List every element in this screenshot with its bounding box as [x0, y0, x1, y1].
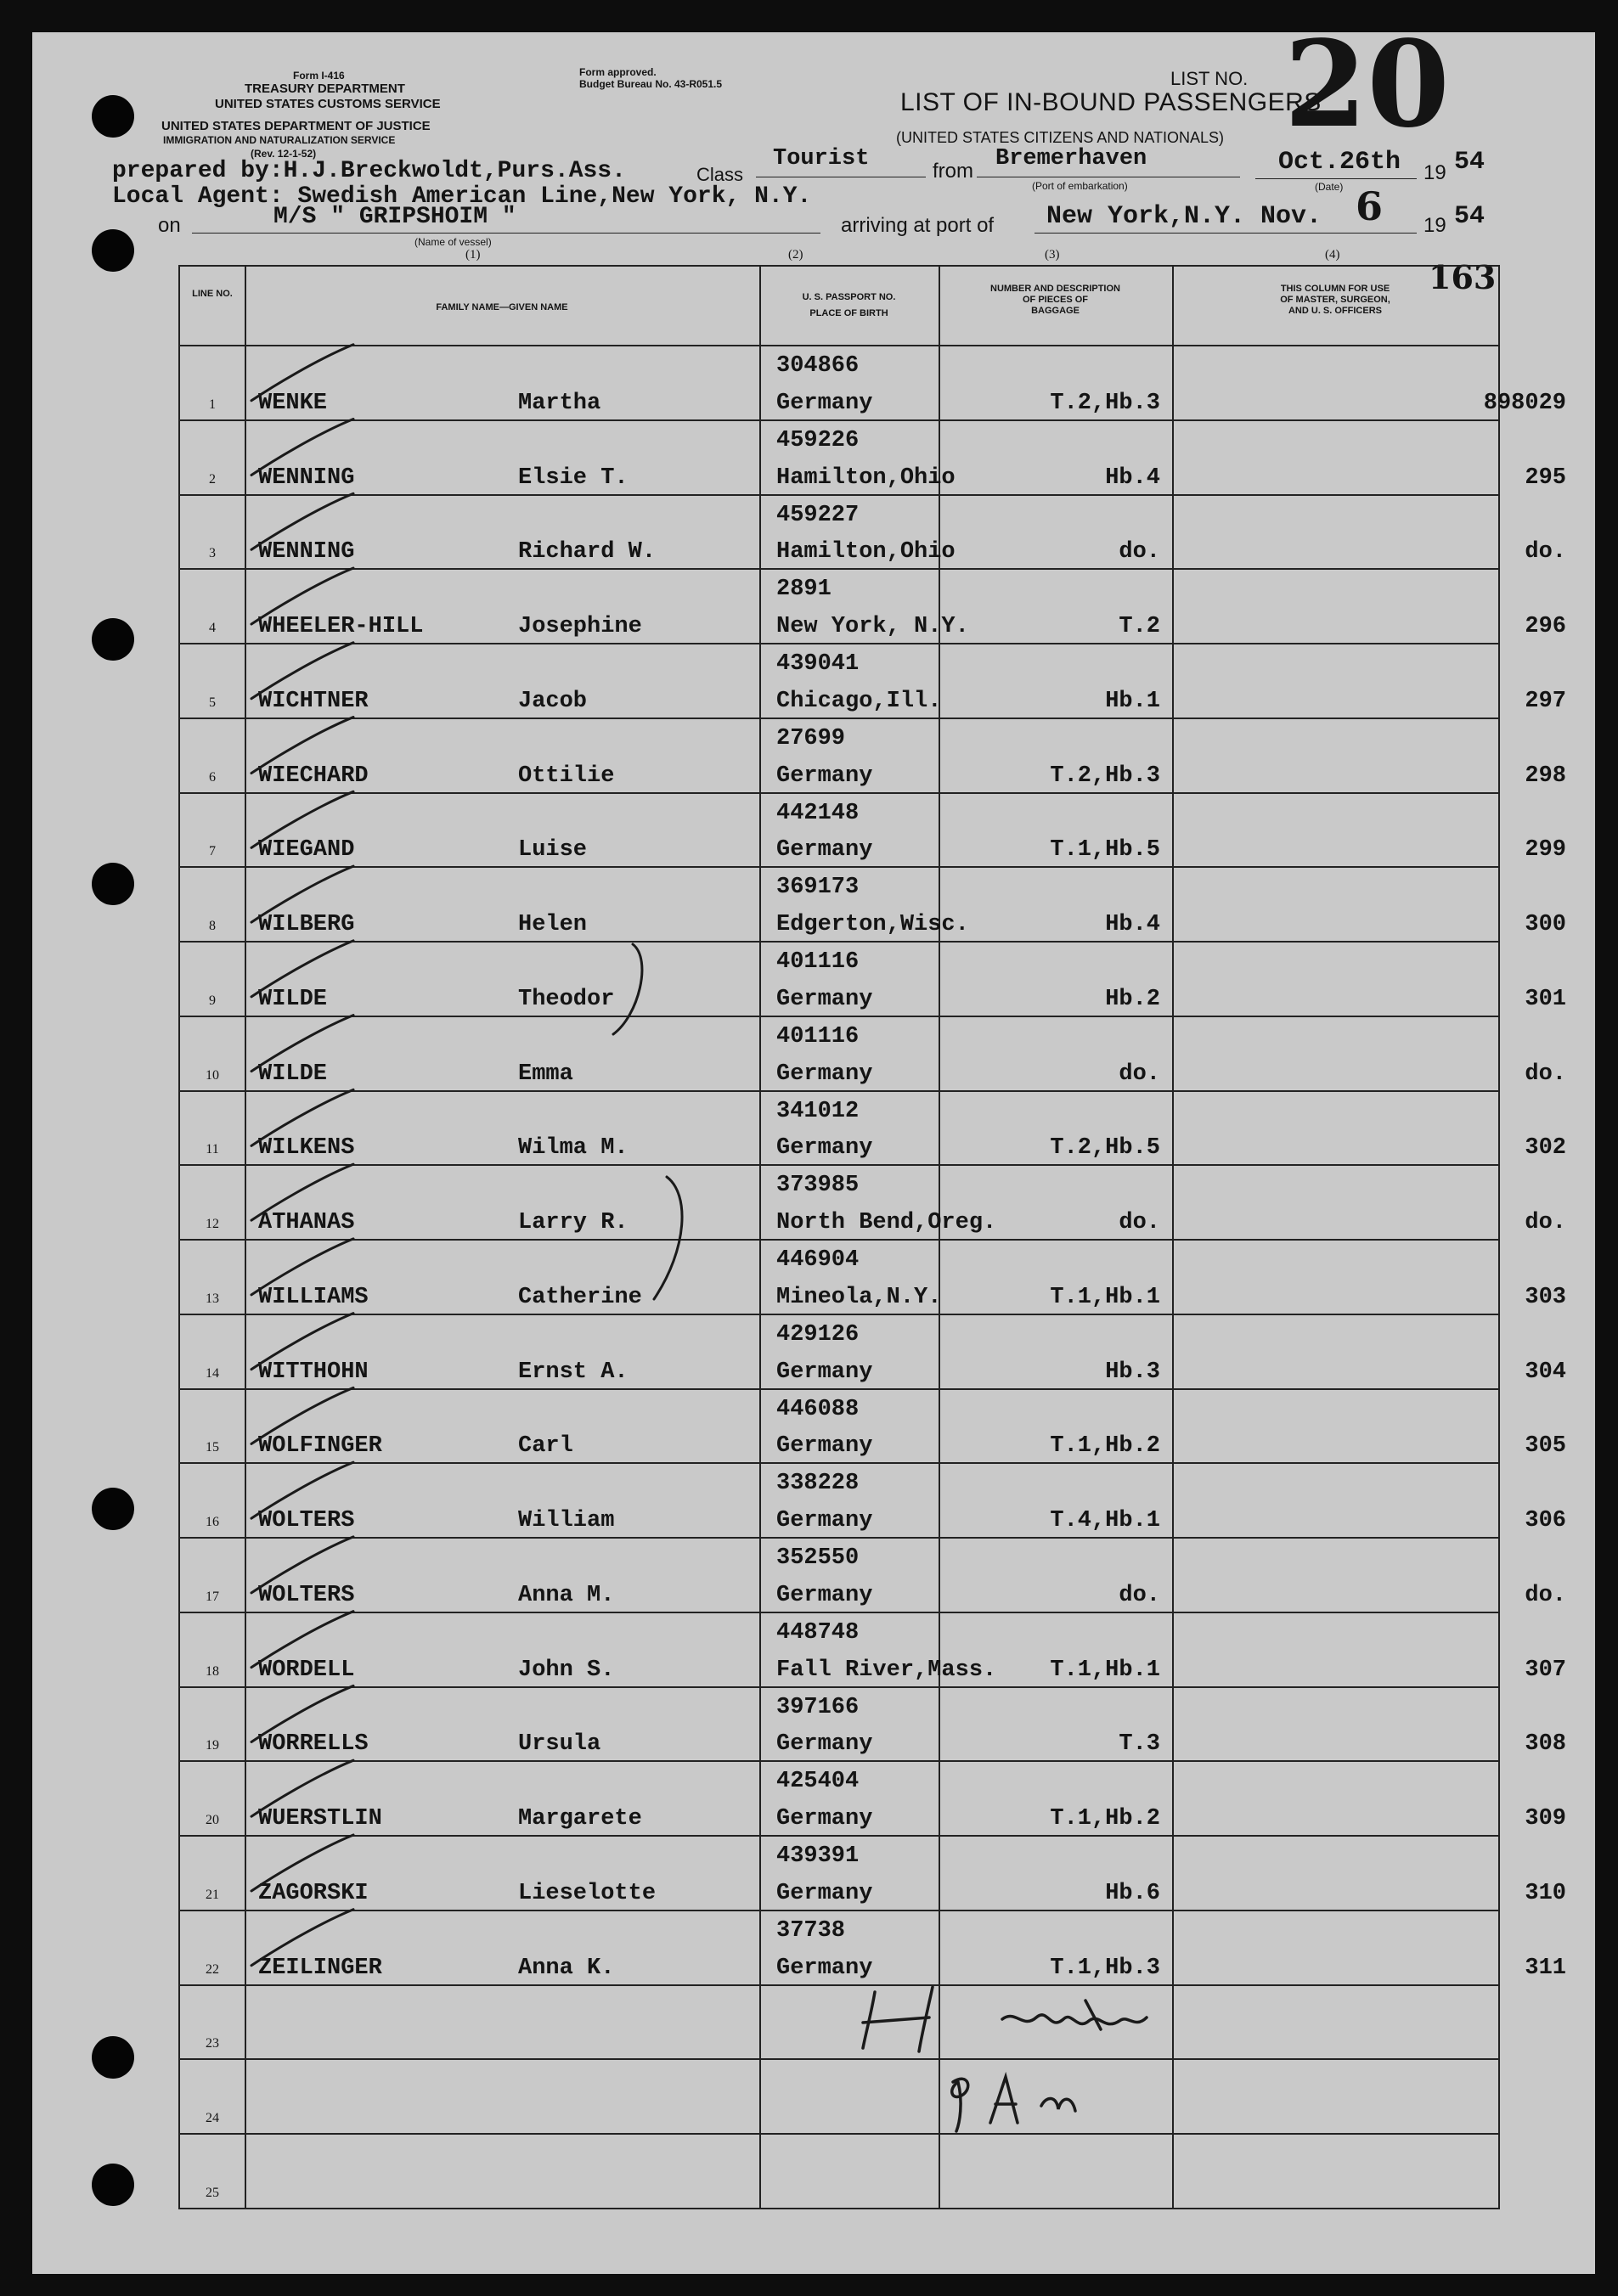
passport-number: 448748 [776, 1619, 860, 1646]
passport-number: 439041 [776, 651, 860, 678]
table-row [180, 643, 1566, 719]
place-of-birth: Edgerton,Wisc. [776, 912, 969, 938]
col-num-3: (3) [1045, 248, 1060, 262]
baggage: do. [1119, 1582, 1160, 1608]
baggage: T.1,Hb.1 [1050, 1284, 1160, 1310]
line-number: 19 [206, 1738, 219, 1753]
punch-hole [92, 2164, 134, 2206]
baggage: T.1,Hb.3 [1050, 1955, 1160, 1981]
arrival-year-prefix: 19 [1424, 214, 1446, 237]
place-of-birth: Germany [776, 1359, 873, 1385]
passport-number: 369173 [776, 875, 860, 901]
passport-number: 446088 [776, 1396, 860, 1422]
given-name: Anna K. [518, 1955, 615, 1981]
baggage: Hb.2 [1105, 986, 1160, 1012]
passport-number: 304866 [776, 353, 860, 379]
table-row [180, 1016, 1566, 1092]
baggage: Hb.3 [1105, 1359, 1160, 1385]
family-name: WILDE [258, 986, 328, 1012]
vessel-name: M/S " GRIPSHOIM " [273, 204, 516, 230]
departure-date: Oct.26th [1278, 148, 1401, 177]
family-name: WOLTERS [258, 1508, 355, 1534]
passport-number: 459226 [776, 427, 860, 453]
officer-number: 298 [1525, 763, 1566, 789]
baggage: do. [1119, 1210, 1160, 1236]
line-number: 1 [209, 397, 216, 412]
line-number: 8 [209, 919, 216, 934]
given-name: Josephine [518, 614, 642, 640]
line-number: 24 [206, 2111, 219, 2126]
port-caption: (Port of embarkation) [1032, 180, 1128, 192]
line-number: 15 [206, 1440, 219, 1455]
place-of-birth: Germany [776, 986, 873, 1012]
date-caption: (Date) [1315, 181, 1344, 193]
family-name: WENKE [258, 390, 328, 416]
baggage: T.4,Hb.1 [1050, 1508, 1160, 1534]
embarkation-port: Bremerhaven [995, 146, 1147, 172]
header-passport: U. S. PASSPORT NO. PLACE OF BIRTH [802, 292, 896, 318]
officer-number: 302 [1525, 1135, 1566, 1162]
officer-number: 311 [1525, 1955, 1566, 1981]
line-number: 20 [206, 1813, 219, 1828]
family-name: ZEILINGER [258, 1955, 382, 1981]
place-of-birth: Chicago,Ill. [776, 688, 942, 714]
family-name: WORDELL [258, 1657, 355, 1683]
officer-number: 308 [1525, 1731, 1566, 1758]
table-row [180, 2058, 1498, 2135]
place-of-birth: North Bend,Oreg. [776, 1210, 997, 1236]
line-number: 17 [206, 1589, 219, 1604]
baggage: T.2 [1119, 614, 1160, 640]
table-row [180, 1462, 1566, 1539]
table-row [180, 1388, 1566, 1465]
family-name: WIEGAND [258, 837, 355, 864]
line-number: 5 [209, 695, 216, 710]
place-of-birth: Germany [776, 1433, 873, 1460]
passport-number: 459227 [776, 502, 860, 528]
vessel-caption: (Name of vessel) [414, 236, 492, 248]
punch-hole [92, 95, 134, 138]
officer-number: do. [1525, 539, 1566, 566]
place-of-birth: Mineola,N.Y. [776, 1284, 942, 1310]
line-number: 21 [206, 1887, 219, 1902]
family-name: WICHTNER [258, 688, 369, 714]
officer-number: 297 [1525, 688, 1566, 714]
page-subtitle: (UNITED STATES CITIZENS AND NATIONALS) [896, 129, 1225, 146]
treasury-dept: TREASURY DEPARTMENT [245, 82, 405, 96]
table-row [180, 1537, 1566, 1613]
place-of-birth: Germany [776, 1731, 873, 1758]
passport-number: 338228 [776, 1471, 860, 1497]
family-name: WIECHARD [258, 763, 369, 789]
baggage: T.2,Hb.5 [1050, 1135, 1160, 1162]
line-number: 6 [209, 769, 216, 785]
place-of-birth: Germany [776, 390, 873, 416]
arrival-port: New York,N.Y. Nov. [1046, 202, 1322, 231]
col-num-4: (4) [1325, 248, 1340, 262]
table-row [180, 568, 1566, 644]
passport-number: 373985 [776, 1173, 860, 1199]
given-name: Anna M. [518, 1582, 615, 1608]
given-name: William [518, 1508, 615, 1534]
table-row [180, 1314, 1566, 1390]
line-number: 22 [206, 1961, 219, 1977]
baggage: T.3 [1119, 1731, 1160, 1758]
from-label: from [933, 160, 973, 183]
given-name: Lieselotte [518, 1880, 657, 1906]
ins-service: IMMIGRATION AND NATURALIZATION SERVICE [163, 134, 396, 146]
place-of-birth: New York, N.Y. [776, 614, 969, 640]
baggage: T.1,Hb.1 [1050, 1657, 1160, 1683]
baggage: T.1,Hb.2 [1050, 1433, 1160, 1460]
table-row [180, 1090, 1566, 1167]
header-line-no: LINE NO. [192, 289, 233, 299]
given-name: Richard W. [518, 539, 657, 566]
place-of-birth: Hamilton,Ohio [776, 464, 956, 491]
on-label: on [158, 214, 181, 237]
family-name: ZAGORSKI [258, 1880, 369, 1906]
officer-number: 307 [1525, 1657, 1566, 1683]
passport-number: 397166 [776, 1694, 860, 1720]
table-row [180, 1760, 1566, 1837]
officer-number: do. [1525, 1061, 1566, 1087]
given-name: Ernst A. [518, 1359, 629, 1385]
punch-hole [92, 618, 134, 661]
given-name: Emma [518, 1061, 573, 1087]
passport-number: 352550 [776, 1545, 860, 1572]
justice-dept: UNITED STATES DEPARTMENT OF JUSTICE [161, 119, 431, 133]
header-baggage: NUMBER AND DESCRIPTION OF PIECES OF BAGGAGE [990, 284, 1120, 316]
line-number: 2 [209, 471, 216, 487]
family-name: WOLTERS [258, 1582, 355, 1608]
given-name: Jacob [518, 688, 588, 714]
punch-hole [92, 229, 134, 272]
line-number: 11 [206, 1142, 219, 1157]
form-approved: Form approved. [579, 66, 657, 78]
officer-number: 301 [1525, 986, 1566, 1012]
family-name: WHEELER-HILL [258, 614, 424, 640]
baggage: T.2,Hb.3 [1050, 763, 1160, 789]
officer-number: do. [1525, 1210, 1566, 1236]
col-num-1: (1) [465, 248, 481, 262]
officer-number: 306 [1525, 1508, 1566, 1534]
officer-number: 305 [1525, 1433, 1566, 1460]
officer-number: 299 [1525, 837, 1566, 864]
header-name: FAMILY NAME—GIVEN NAME [436, 302, 568, 312]
officer-number: 309 [1525, 1806, 1566, 1832]
place-of-birth: Fall River,Mass. [776, 1657, 997, 1683]
given-name: Helen [518, 912, 588, 938]
family-name: WENNING [258, 464, 355, 491]
arrival-day: 6 [1356, 183, 1384, 229]
baggage: Hb.1 [1105, 688, 1160, 714]
year-prefix: 19 [1424, 161, 1446, 184]
family-name: WILBERG [258, 912, 355, 938]
line-number: 9 [209, 993, 216, 1008]
family-name: WILLIAMS [258, 1284, 369, 1310]
given-name: Martha [518, 390, 601, 416]
table-row [180, 1612, 1566, 1688]
line-number: 7 [209, 844, 216, 859]
table-row [180, 1164, 1566, 1241]
line-number: 12 [206, 1217, 219, 1232]
list-no-label: LIST NO. [1170, 68, 1249, 89]
passport-number: 429126 [776, 1321, 860, 1348]
passport-number: 446904 [776, 1247, 860, 1274]
given-name: Carl [518, 1433, 573, 1460]
passport-number: 27699 [776, 725, 846, 751]
officer-number: 898029 [1483, 390, 1566, 416]
line-number: 18 [206, 1663, 219, 1679]
table-row [180, 941, 1566, 1017]
passport-number: 401116 [776, 949, 860, 976]
family-name: WOLFINGER [258, 1433, 382, 1460]
place-of-birth: Germany [776, 763, 873, 789]
officer-number: do. [1525, 1582, 1566, 1608]
place-of-birth: Hamilton,Ohio [776, 539, 956, 566]
given-name: Catherine [518, 1284, 642, 1310]
given-name: Elsie T. [518, 464, 629, 491]
given-name: Theodor [518, 986, 615, 1012]
passport-number: 425404 [776, 1769, 860, 1795]
table-row [180, 1835, 1566, 1911]
place-of-birth: Germany [776, 837, 873, 864]
officer-number: 295 [1525, 464, 1566, 491]
family-name: WITTHOHN [258, 1359, 369, 1385]
arriving-label: arriving at port of [841, 214, 995, 237]
family-name: WORRELLS [258, 1731, 369, 1758]
given-name: Margarete [518, 1806, 642, 1832]
table-row [180, 866, 1566, 943]
given-name: Luise [518, 837, 588, 864]
baggage: T.1,Hb.2 [1050, 1806, 1160, 1832]
col-num-2: (2) [788, 248, 803, 262]
local-agent: Local Agent: Swedish American Line,New York, N.Y. [112, 183, 812, 210]
line-number: 23 [206, 2036, 219, 2051]
line-number: 16 [206, 1515, 219, 1530]
place-of-birth: Germany [776, 1135, 873, 1162]
officer-number: 296 [1525, 614, 1566, 640]
passenger-table [178, 265, 1566, 2209]
officer-number: 304 [1525, 1359, 1566, 1385]
passport-number: 37738 [776, 1917, 846, 1944]
class-value: Tourist [773, 146, 870, 172]
table-row [180, 2133, 1498, 2209]
place-of-birth: Germany [776, 1806, 873, 1832]
punch-hole [92, 2036, 134, 2079]
baggage: Hb.6 [1105, 1880, 1160, 1906]
class-label: Class [696, 164, 744, 185]
place-of-birth: Germany [776, 1582, 873, 1608]
line-number: 10 [206, 1067, 219, 1083]
passport-number: 341012 [776, 1098, 860, 1124]
baggage: Hb.4 [1105, 464, 1160, 491]
given-name: John S. [518, 1657, 615, 1683]
table-row [180, 1239, 1566, 1315]
table-row [180, 1910, 1566, 1986]
officer-number: 300 [1525, 912, 1566, 938]
place-of-birth: Germany [776, 1955, 873, 1981]
customs-service: UNITED STATES CUSTOMS SERVICE [215, 97, 441, 111]
officer-number: 303 [1525, 1284, 1566, 1310]
line-number: 13 [206, 1291, 219, 1306]
table-row [180, 345, 1566, 421]
baggage: do. [1119, 539, 1160, 566]
family-name: WILDE [258, 1061, 328, 1087]
family-name: WENNING [258, 539, 355, 566]
family-name: WILKENS [258, 1135, 355, 1162]
punch-hole [92, 863, 134, 905]
passport-number: 439391 [776, 1843, 860, 1870]
passport-number: 401116 [776, 1023, 860, 1050]
form-number: Form I-416 [293, 70, 345, 82]
baggage: do. [1119, 1061, 1160, 1087]
table-row [180, 1686, 1566, 1763]
given-name: Ottilie [518, 763, 615, 789]
baggage: Hb.4 [1105, 912, 1160, 938]
family-name: WUERSTLIN [258, 1806, 382, 1832]
header-officers: THIS COLUMN FOR USE OF MASTER, SURGEON, AND U. S. OFFICERS [1280, 284, 1390, 316]
passport-number: 2891 [776, 577, 832, 603]
given-name: Wilma M. [518, 1135, 629, 1162]
budget-bureau: Budget Bureau No. 43-R051.5 [579, 78, 723, 90]
line-number: 14 [206, 1365, 219, 1381]
line-number: 3 [209, 546, 216, 561]
baggage: T.1,Hb.5 [1050, 837, 1160, 864]
table-row [180, 494, 1566, 571]
given-name: Ursula [518, 1731, 601, 1758]
baggage: T.2,Hb.3 [1050, 390, 1160, 416]
place-of-birth: Germany [776, 1061, 873, 1087]
table-row [180, 419, 1566, 496]
passport-number: 442148 [776, 800, 860, 826]
page-title: LIST OF IN-BOUND PASSENGERS [900, 88, 1322, 116]
departure-year: 54 [1454, 148, 1486, 177]
table-row [180, 1984, 1498, 2061]
prepared-by: prepared by:H.J.Breckwoldt,Purs.Ass. [112, 158, 626, 184]
line-number: 25 [206, 2185, 219, 2200]
given-name: Larry R. [518, 1210, 629, 1236]
officer-number: 310 [1525, 1880, 1566, 1906]
arrival-year: 54 [1454, 202, 1486, 231]
table-row [180, 792, 1566, 869]
place-of-birth: Germany [776, 1880, 873, 1906]
line-number: 4 [209, 621, 216, 636]
punch-hole [92, 1488, 134, 1530]
place-of-birth: Germany [776, 1508, 873, 1534]
page-number: 163 [1429, 258, 1497, 296]
family-name: ATHANAS [258, 1210, 355, 1236]
table-row [180, 718, 1566, 794]
list-number: 20 [1284, 15, 1450, 155]
revision: (Rev. 12-1-52) [251, 148, 317, 160]
